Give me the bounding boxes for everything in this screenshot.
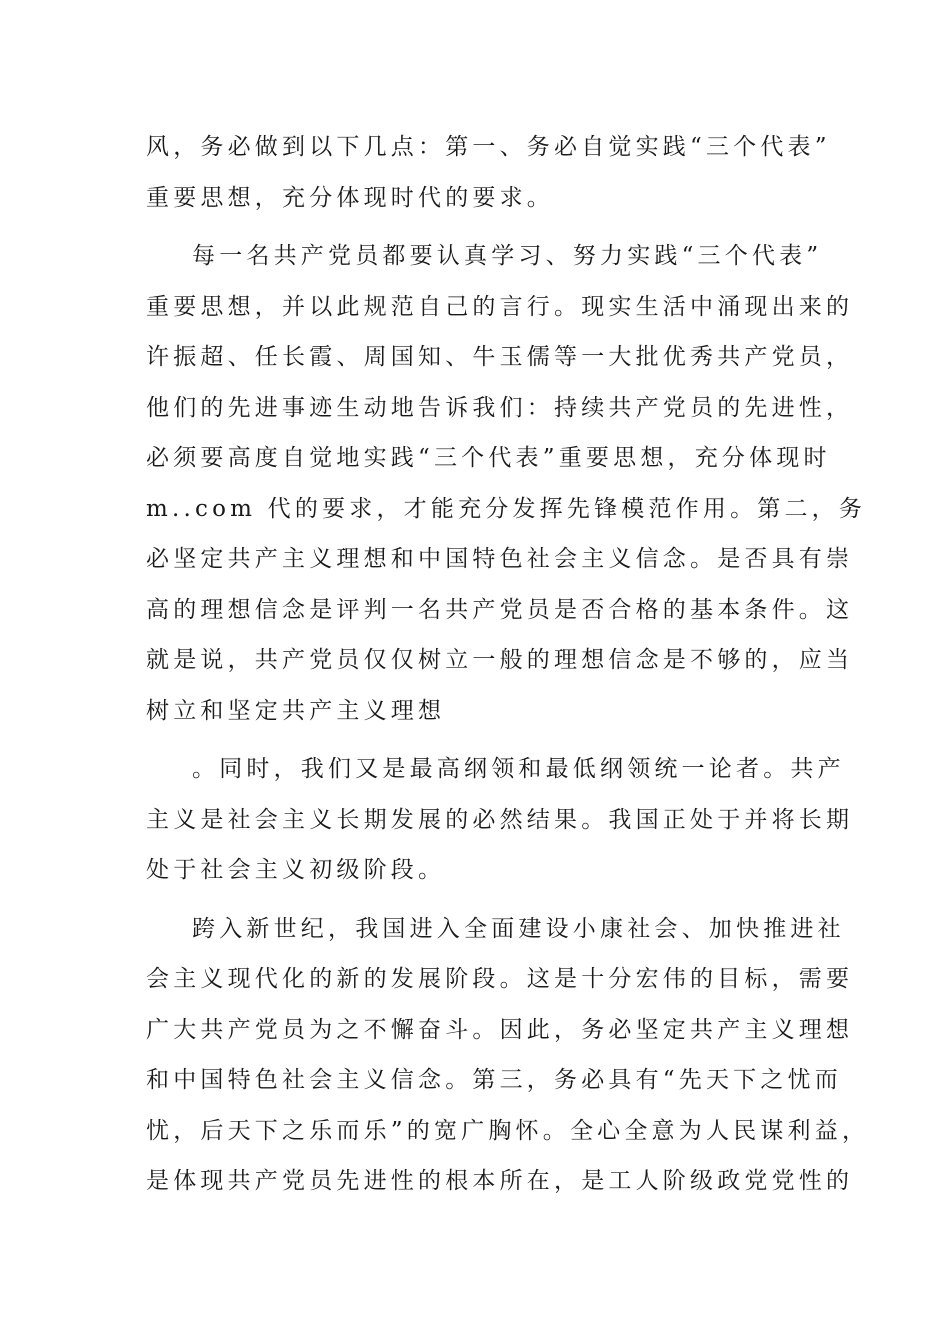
text-line: 。同时，我们又是最高纲领和最低纲领统一论者。共产 xyxy=(192,756,845,782)
text-line: 许振超、任长霞、周国知、牛玉儒等一大批优秀共产党员， xyxy=(146,344,854,370)
text-line: 会主义现代化的新的发展阶段。这是十分宏伟的目标，需要 xyxy=(146,966,854,992)
text-line: 必坚定共产主义理想和中国特色社会主义信念。是否具有崇 xyxy=(146,546,854,572)
document-body xyxy=(146,122,870,1207)
text-line: 高的理想信念是评判一名共产党员是否合格的基本条件。这 xyxy=(146,596,854,623)
text-line: 就是说，共产党员仅仅树立一般的理想信念是不够的，应当 xyxy=(146,647,854,673)
text-line: 重要思想，并以此规范自己的言行。现实生活中涌现出来的 xyxy=(146,293,854,320)
text-line: 处于社会主义初级阶段。 xyxy=(146,857,446,883)
paragraph xyxy=(146,904,870,1207)
paragraph xyxy=(146,744,854,896)
text-line: 和中国特色社会主义信念。第三，务必具有“先天下之忧而 xyxy=(146,1067,842,1093)
paragraph xyxy=(146,122,831,223)
paragraph-gap xyxy=(146,223,816,231)
text-line: 重要思想，充分体现时代的要求。 xyxy=(146,184,554,211)
text-line: 忧，后天下之乐而乐”的宽广胸怀。全心全意为人民谋利益， xyxy=(146,1117,870,1144)
text-line: 广大共产党员为之不懈奋斗。因此，务必坚定共产主义理想 xyxy=(146,1016,854,1043)
text-line: 必须要高度自觉地实践“三个代表”重要思想，充分体现时 xyxy=(146,445,831,471)
text-line: 主义是社会主义长期发展的必然结果。我国正处于并将长期 xyxy=(146,806,854,833)
text-line: 跨入新世纪，我国进入全面建设小康社会、加快推进社 xyxy=(192,915,845,942)
paragraph xyxy=(146,231,867,736)
text-line: 他们的先进事迹生动地告诉我们：持续共产党员的先进性， xyxy=(146,394,854,421)
paragraph-gap xyxy=(146,896,816,904)
paragraph-gap xyxy=(146,736,816,744)
text-line: m..com 代的要求，才能充分发挥先锋模范作用。第二，务 xyxy=(146,495,867,522)
text-line: 每一名共产党员都要认真学习、努力实践“三个代表” xyxy=(192,243,823,269)
text-line: 是体现共产党员先进性的根本所在，是工人阶级政党党性的 xyxy=(146,1168,854,1194)
text-line: 树立和坚定共产主义理想 xyxy=(146,697,446,724)
text-line: 风，务必做到以下几点：第一、务必自觉实践“三个代表” xyxy=(146,134,831,160)
